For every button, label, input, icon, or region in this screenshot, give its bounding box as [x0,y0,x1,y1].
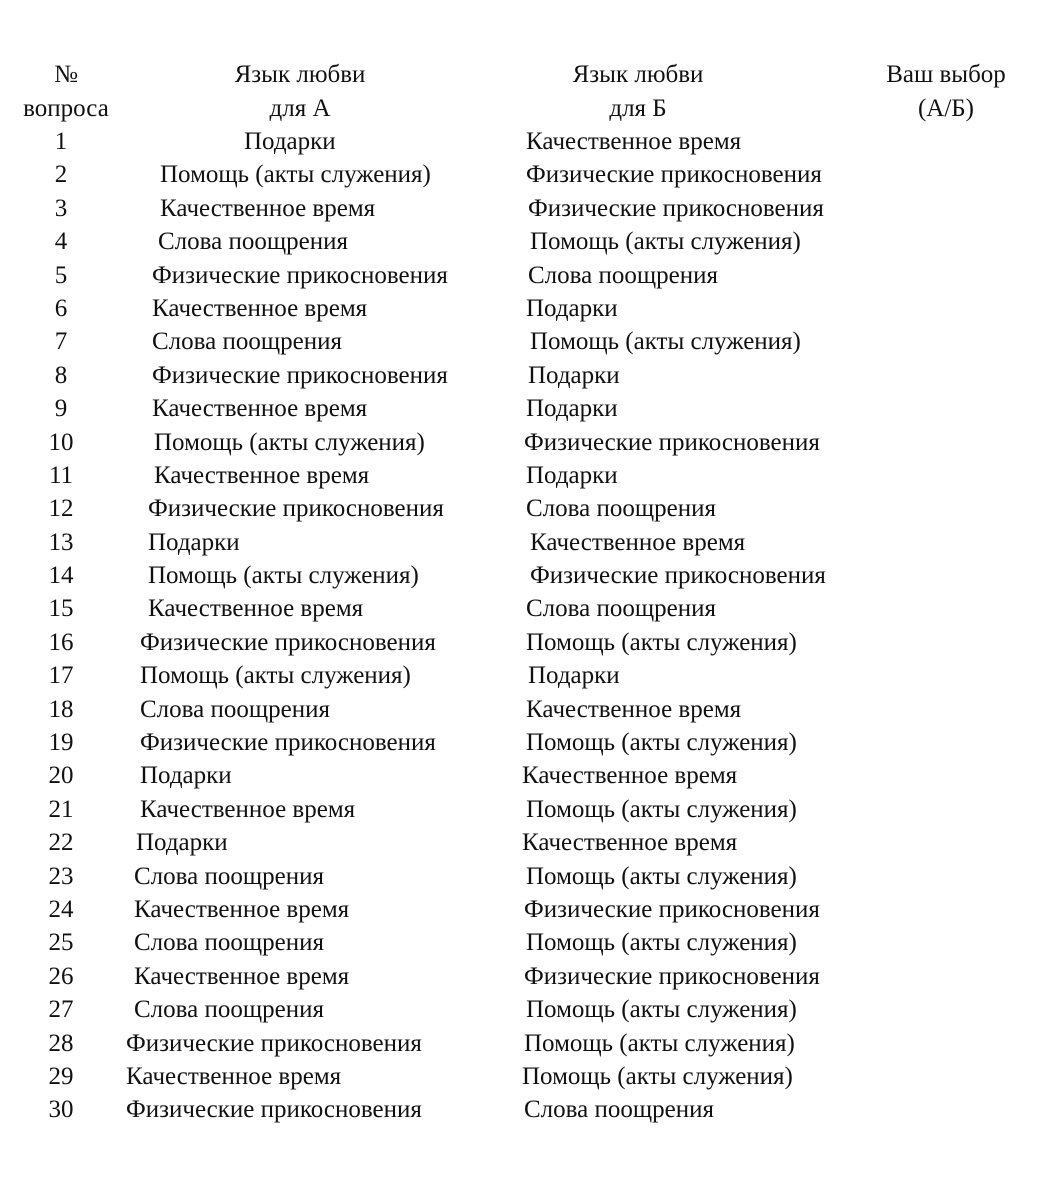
option-a: Качественное время [152,294,368,322]
question-number: 11 [48,461,74,489]
option-a: Слова поощрения [134,996,324,1024]
option-b: Качественное время [526,695,742,723]
question-row [0,292,1038,325]
option-b: Помощь (акты служения) [524,1029,795,1057]
question-row [0,225,1038,258]
header-your-choice-line2: (А/Б) [917,95,974,122]
header-question-number-line2: вопроса [23,95,109,122]
option-b: Качественное время [522,829,738,857]
option-a: Физические прикосновения [126,1096,422,1124]
option-a: Помощь (акты служения) [148,562,419,590]
question-row [0,659,1038,692]
question-row [0,1060,1038,1093]
question-number: 15 [48,595,74,623]
question-number: 18 [48,695,74,723]
option-b: Помощь (акты служения) [526,628,797,656]
option-a: Качественное время [134,895,350,923]
question-number: 16 [48,628,74,656]
option-a: Помощь (акты служения) [140,662,411,690]
question-number: 6 [54,294,68,322]
option-b: Физические прикосновения [528,194,824,222]
option-a: Качественное время [134,962,350,990]
question-number: 8 [54,361,68,389]
header-your-choice [868,58,1024,126]
question-row [0,1093,1038,1126]
question-number: 28 [48,1029,74,1057]
question-row [0,559,1038,592]
header-question-number-line1: № [54,61,78,88]
option-a: Помощь (акты служения) [154,428,425,456]
option-b: Слова поощрения [524,1096,714,1124]
option-a: Слова поощрения [134,862,324,890]
option-b: Помощь (акты служения) [526,729,797,757]
question-number: 13 [48,528,74,556]
option-b: Подарки [528,361,620,389]
option-b: Физические прикосновения [526,161,822,189]
option-a: Качественное время [160,194,376,222]
option-b: Слова поощрения [526,595,716,623]
question-number: 20 [48,762,74,790]
question-row [0,793,1038,826]
question-row [0,893,1038,926]
option-b: Подарки [526,461,618,489]
option-b: Подарки [526,395,618,423]
option-a: Слова поощрения [158,228,348,256]
question-number: 14 [48,562,74,590]
option-b: Физические прикосновения [524,895,820,923]
option-b: Помощь (акты служения) [526,929,797,957]
option-a: Слова поощрения [134,929,324,957]
option-b: Слова поощрения [528,261,718,289]
question-row [0,325,1038,358]
question-row [0,359,1038,392]
question-row [0,759,1038,792]
question-row [0,626,1038,659]
option-b: Физические прикосновения [524,962,820,990]
question-number: 10 [48,428,74,456]
option-a: Физические прикосновения [148,495,444,523]
question-number: 5 [54,261,68,289]
question-number: 27 [48,996,74,1024]
option-a: Физические прикосновения [152,261,448,289]
option-b: Качественное время [530,528,746,556]
question-number: 2 [54,161,68,189]
question-number: 17 [48,662,74,690]
option-a: Помощь (акты служения) [160,161,431,189]
option-b: Помощь (акты служения) [526,996,797,1024]
question-row [0,192,1038,225]
option-a: Подарки [148,528,240,556]
option-b: Помощь (акты служения) [526,862,797,890]
header-your-choice-line1: Ваш выбор [886,61,1006,88]
option-b: Слова поощрения [526,495,716,523]
question-row [0,592,1038,625]
option-a: Подарки [136,829,228,857]
question-row [0,993,1038,1026]
option-a: Качественное время [148,595,364,623]
option-a: Слова поощрения [152,328,342,356]
header-language-a [200,58,400,126]
question-row [0,693,1038,726]
question-number: 26 [48,962,74,990]
option-b: Физические прикосновения [530,562,826,590]
option-a: Качественное время [154,461,370,489]
option-b: Помощь (акты служения) [530,328,801,356]
header-language-b-line2: для Б [609,95,667,122]
header-language-a-line1: Язык любви [234,61,366,88]
option-a: Подарки [244,128,336,155]
option-b: Помощь (акты служения) [526,795,797,823]
option-a: Подарки [140,762,232,790]
question-number: 30 [48,1096,74,1124]
question-number: 12 [48,495,74,523]
option-b: Подарки [526,294,618,322]
option-a: Физические прикосновения [140,628,436,656]
question-row [0,726,1038,759]
header-language-b [538,58,738,126]
question-number: 29 [48,1062,74,1090]
question-row [0,259,1038,292]
question-row [0,1027,1038,1060]
question-row [0,492,1038,525]
option-a: Физические прикосновения [126,1029,422,1057]
option-a: Качественное время [140,795,356,823]
option-a: Физические прикосновения [152,361,448,389]
header-language-b-line1: Язык любви [572,61,704,88]
question-number: 19 [48,729,74,757]
question-number: 24 [48,895,74,923]
option-a: Физические прикосновения [140,729,436,757]
question-row [0,826,1038,859]
question-row [0,860,1038,893]
question-row [0,392,1038,425]
question-number: 22 [48,829,74,857]
question-row [0,960,1038,993]
option-b: Помощь (акты служения) [530,228,801,256]
option-a: Качественное время [152,395,368,423]
question-number: 7 [54,328,68,356]
question-number: 9 [54,395,68,423]
question-number: 23 [48,862,74,890]
option-b: Физические прикосновения [524,428,820,456]
question-row [0,926,1038,959]
question-row [0,426,1038,459]
question-row [0,526,1038,559]
question-number: 1 [54,128,68,155]
table-header [0,58,1038,128]
option-b: Подарки [528,662,620,690]
option-b: Качественное время [526,128,742,155]
question-row [0,125,1038,158]
question-number: 4 [54,228,68,256]
option-b: Помощь (акты служения) [522,1062,793,1090]
option-a: Слова поощрения [140,695,330,723]
question-row [0,459,1038,492]
option-a: Качественное время [126,1062,342,1090]
question-row [0,158,1038,191]
question-list [0,125,1038,1127]
header-question-number [16,58,116,126]
question-number: 3 [54,194,68,222]
option-b: Качественное время [522,762,738,790]
header-language-a-line2: для А [269,95,331,122]
question-number: 21 [48,795,74,823]
question-number: 25 [48,929,74,957]
